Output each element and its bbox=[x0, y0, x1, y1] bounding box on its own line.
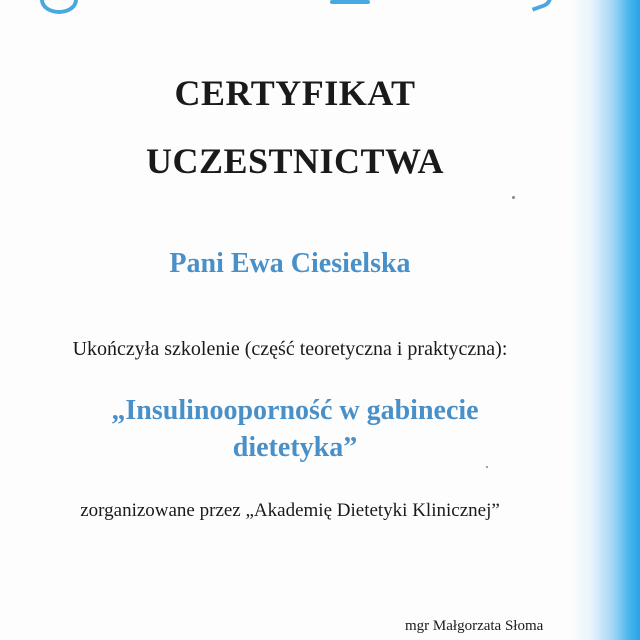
course-title-line1: „Insulinooporność w gabinecie bbox=[111, 395, 479, 426]
logo-fragment-left bbox=[40, 0, 78, 14]
paper-speck bbox=[486, 466, 488, 468]
paper-speck bbox=[512, 196, 515, 199]
completion-statement: Ukończyła szkolenie (część teoretyczna i praktyczna): bbox=[72, 338, 508, 360]
organizer-statement: zorganizowane przez „Akademię Dietetyki Klinicznej” bbox=[80, 500, 500, 521]
course-title-line2: dietetyka” bbox=[232, 432, 358, 463]
logo-fragment-center bbox=[330, 0, 370, 4]
recipient-name: Pani Ewa Ciesielska bbox=[169, 248, 411, 279]
logo-fragment-right bbox=[528, 0, 555, 12]
certificate-title-line2: UCZESTNICTWA bbox=[145, 141, 445, 181]
signer-name: mgr Małgorzata Słoma bbox=[405, 618, 544, 634]
certificate-title-line1: CERTYFIKAT bbox=[174, 73, 416, 113]
